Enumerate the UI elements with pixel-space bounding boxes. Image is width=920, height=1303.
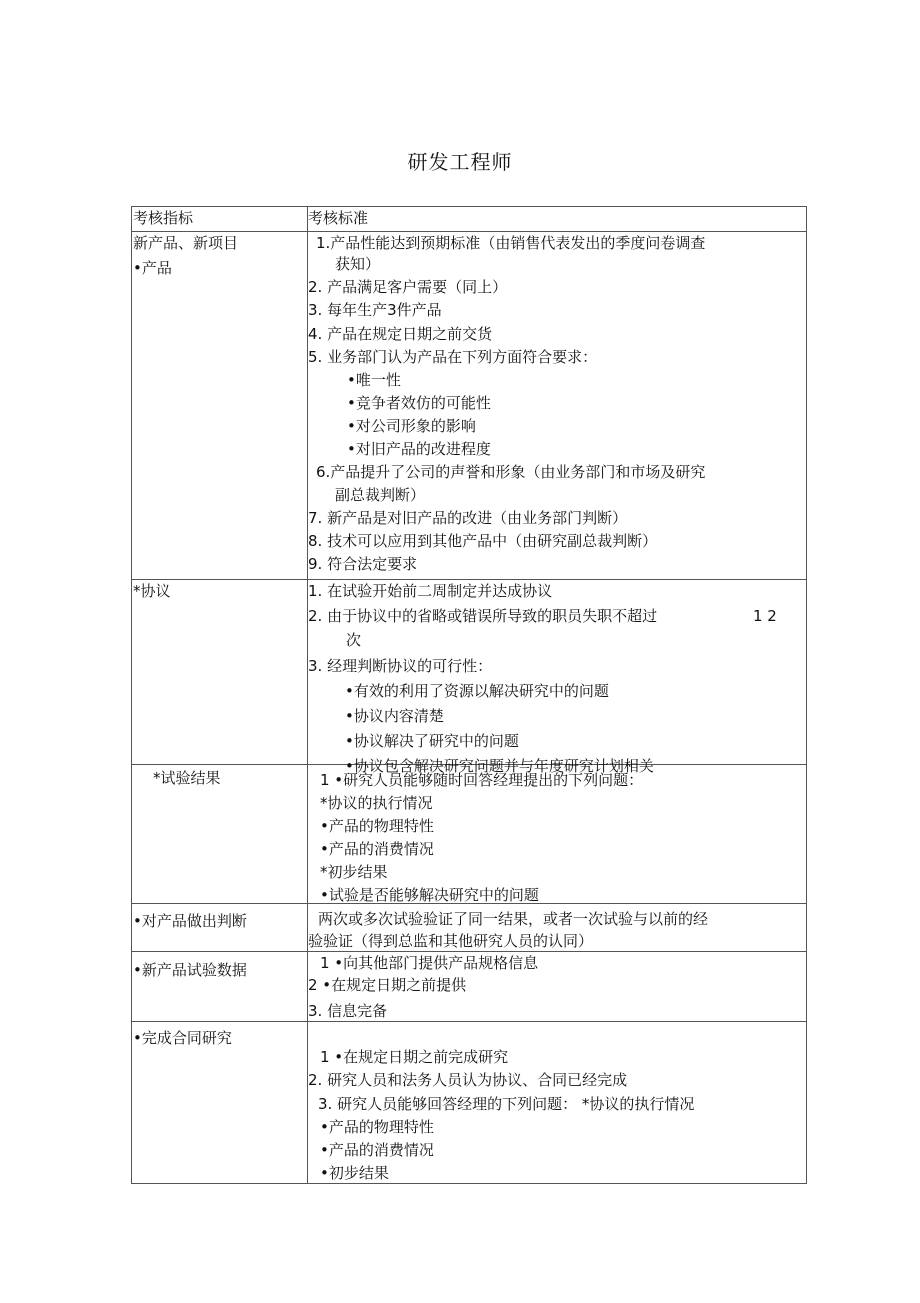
indicator-label: •产品 [133, 259, 172, 277]
standard-line: 3. 每年生产3件产品 [308, 301, 442, 319]
standard-line: 获知） [335, 255, 381, 273]
indicator-label: *协议 [133, 582, 171, 600]
indicator-label: •新产品试验数据 [133, 961, 247, 979]
standard-line: 5. 业务部门认为产品在下列方面符合要求： [308, 348, 598, 366]
standard-line: •产品的消费情况 [320, 1141, 434, 1159]
standard-line: •协议解决了研究中的问题 [345, 732, 519, 750]
standard-line: •竞争者效仿的可能性 [347, 394, 491, 412]
standard-line: 副总裁判断） [335, 486, 426, 504]
standard-line: 次 [346, 631, 362, 649]
standard-line: •产品的物理特性 [320, 817, 434, 835]
standard-line: •协议包含解决研究问题并与年度研究计划相关 [345, 757, 654, 775]
standard-line: •对旧产品的改进程度 [347, 440, 491, 458]
standard-line: 1 2 [753, 607, 777, 625]
standard-line: *协议的执行情况 [320, 794, 433, 812]
header-indicator: 考核指标 [133, 209, 194, 227]
standard-line: 3. 信息完备 [308, 1002, 388, 1020]
standard-line: 2. 研究人员和法务人员认为协议、合同已经完成 [308, 1071, 628, 1089]
row-divider [132, 1021, 806, 1022]
standard-line: 验验证（得到总监和其他研究人员的认同） [308, 932, 594, 950]
page-title: 研发工程师 [407, 150, 513, 174]
standard-line: 两次或多次试验验证了同一结果，或者一次试验与以前的经 [318, 910, 709, 928]
standard-line: •协议内容清楚 [345, 707, 444, 725]
indicator-label: 新产品、新项目 [133, 234, 239, 252]
header-standard: 考核标准 [308, 209, 369, 227]
standard-line: 7. 新产品是对旧产品的改进（由业务部门判断） [308, 509, 628, 527]
standard-line: •产品的物理特性 [320, 1118, 434, 1136]
standard-line: •有效的利用了资源以解决研究中的问题 [345, 682, 609, 700]
standard-line: 1. 在试验开始前二周制定并达成协议 [308, 582, 553, 600]
standard-line: •初步结果 [320, 1164, 389, 1182]
standard-line: 1 •研究人员能够随时回答经理提出的下列问题： [320, 771, 644, 789]
standard-line: 3. 经理判断协议的可行性： [308, 657, 493, 675]
standard-line: 8. 技术可以应用到其他产品中（由研究副总裁判断） [308, 532, 658, 550]
standard-line: 2 •在规定日期之前提供 [308, 976, 467, 994]
standard-line: 6.产品提升了公司的声誉和形象（由业务部门和市场及研究 [316, 463, 706, 481]
indicator-label: •对产品做出判断 [133, 912, 247, 930]
standard-line: •产品的消费情况 [320, 840, 434, 858]
standard-line: •唯一性 [347, 371, 401, 389]
standard-line: 3. 研究人员能够回答经理的下列问题： *协议的执行情况 [318, 1095, 695, 1113]
standard-line: 9. 符合法定要求 [308, 555, 418, 573]
indicator-label: •完成合同研究 [133, 1029, 232, 1047]
standard-line: •对公司形象的影响 [347, 417, 476, 435]
standard-line: 4. 产品在规定日期之前交货 [308, 325, 493, 343]
standard-line: *初步结果 [320, 863, 388, 881]
standard-line: 2. 由于协议中的省略或错误所导致的职员失职不超过 [308, 607, 658, 625]
standard-line: 1 •在规定日期之前完成研究 [320, 1048, 509, 1066]
standard-line: 1 •向其他部门提供产品规格信息 [320, 954, 539, 972]
standard-cell [308, 580, 807, 775]
assessment-table [131, 206, 807, 1184]
standard-line: 2. 产品满足客户需要（同上） [308, 278, 508, 296]
standard-line: •试验是否能够解决研究中的问题 [320, 886, 539, 904]
indicator-label: *试验结果 [153, 769, 221, 787]
standard-line: 1.产品性能达到预期标准（由销售代表发出的季度问卷调查 [316, 234, 706, 252]
